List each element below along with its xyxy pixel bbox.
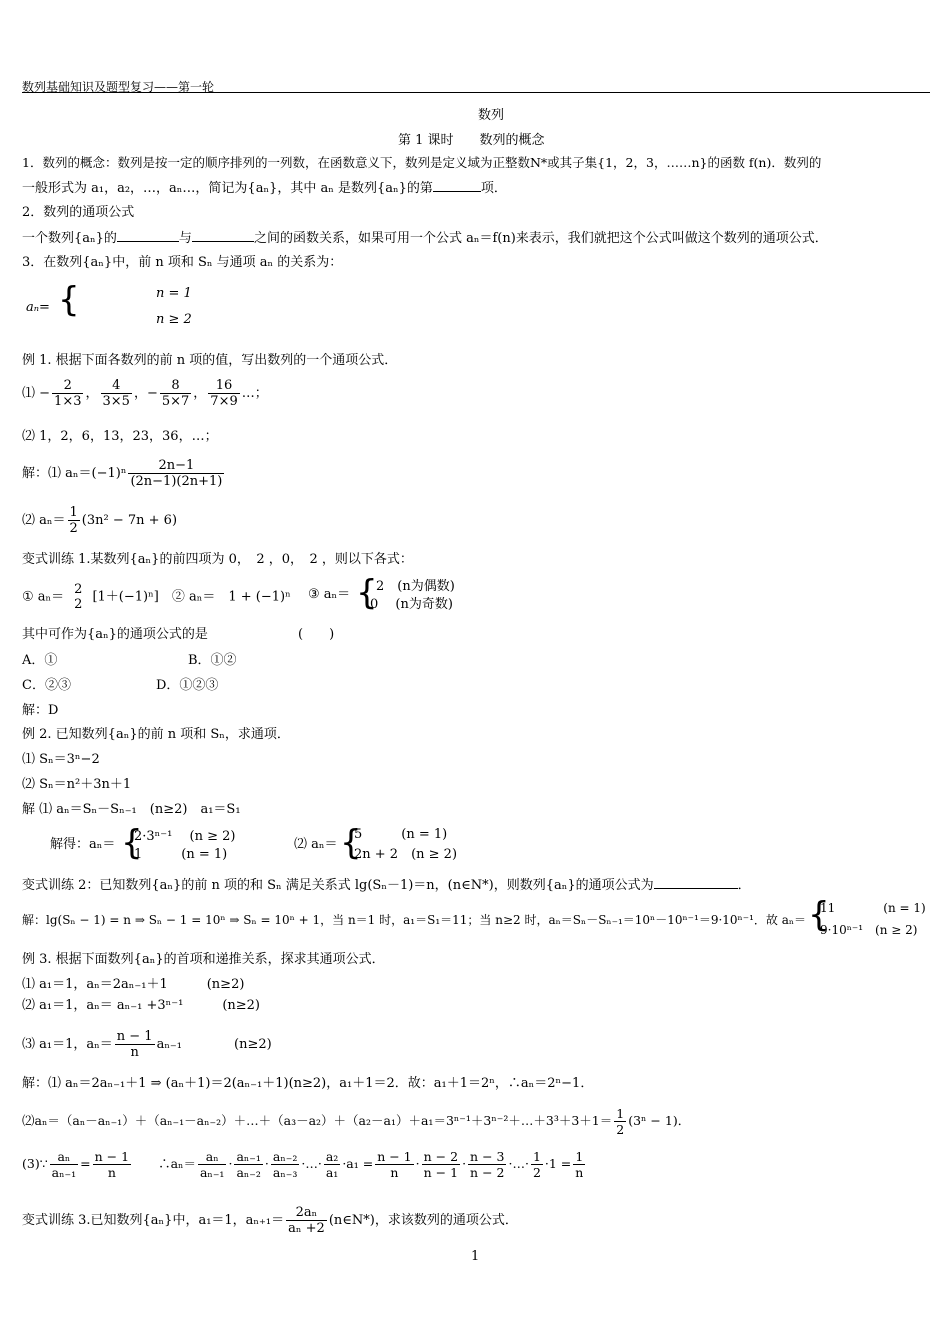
fraction: $\frac{1}{2}$ (616, 1106, 625, 1137)
left-brace: { (58, 280, 80, 320)
general-term-line: 一个数列{aₙ}的 与 之间的函数关系，如果可用一个公式 aₙ＝f(n)来表示，我们就把这个公式叫做这个数列的通项公式． (22, 231, 828, 246)
example-3-part-3: ⑶ a₁＝1，aₙ＝ $\frac{n - 1}{n}$ aₙ₋₁ (n≥2) (22, 1029, 272, 1060)
variant-2-solution: 解：lg(Sₙ − 1) = n ⇒ Sₙ − 1 = 10ⁿ ⇒ Sₙ = 10ⁿ + 1，当 n＝1 时，a₁＝S₁＝11；当 n≥2 时，aₙ＝Sₙ－Sₙ₋₁＝10ⁿ－10ⁿ⁻¹＝9·10ⁿ⁻¹．故 aₙ＝ (22, 913, 807, 927)
header-rule (22, 92, 930, 93)
example-2-part-2: ⑵ Sₙ＝n²＋3n＋1 (22, 777, 132, 792)
fraction: $\frac{16}{7\times 9}$ (210, 378, 238, 409)
choice-d: D．①②③ (156, 678, 219, 693)
example-3-solution-1: 解：⑴ aₙ＝2aₙ₋₁＋1 ⇒ (aₙ＋1)＝2(aₙ₋₁＋1)(n≥2)，a₁＋1＝2．故：a₁＋1＝2ⁿ，∴aₙ＝2ⁿ−1． (22, 1076, 594, 1091)
left-brace: { (808, 895, 830, 935)
fraction: $\frac{2n-1}{(2n-1)(2n+1)}$ (130, 458, 223, 489)
example-3-solution-2: ⑵aₙ＝（aₙ－aₙ₋₁）＋（aₙ₋₁－aₙ₋₂）＋…＋（a₃－a₂）＋（a₂－a₁）＋a₁＝3ⁿ⁻¹＋3ⁿ⁻²＋…＋3³＋3＋1＝ $\frac{1}{2}$ (3ⁿ − 1)． (22, 1106, 691, 1137)
variant-2-case-2: 9·10ⁿ⁻¹ (n ≥ 2) (820, 923, 918, 937)
case-n-ge-2: n ≥ 2 (156, 312, 192, 327)
variant-3-title: 变式训练 3.已知数列{aₙ}中，a₁＝1，aₙ₊₁＝ $\frac{\text{2aₙ}}{\text{aₙ +2}}$ (n∈N*)，求该数列的通项公式． (22, 1205, 518, 1236)
fraction: $\frac{\text{aₙ₋₁}}{\text{aₙ₋₂}}$ (236, 1149, 261, 1180)
solved-case-1: 2·3ⁿ⁻¹ (n ≥ 2) (134, 829, 236, 844)
example-2-solved-lhs: 解得：aₙ＝ (50, 837, 116, 852)
example-2-title: 例 2. 已知数列{aₙ}的前 n 项和 Sₙ，求通项． (22, 727, 290, 742)
variant-1-answer: 解：D (22, 703, 59, 718)
fraction: $\frac{n - 1}{n}$ (377, 1149, 412, 1180)
variant-1-title: 变式训练 1.某数列{aₙ}的前四项为 0， 2 ，0， 2 ，则以下各式： (22, 552, 413, 567)
variant-1-question: 其中可作为{aₙ}的通项公式的是 (22, 627, 208, 642)
blank (654, 876, 738, 889)
page-number: 1 (471, 1249, 480, 1264)
example-1-title: 例 1. 根据下面各数列的前 n 项的值，写出数列的一个通项公式． (22, 353, 398, 368)
example-2-solution-2-lhs: ⑵ aₙ＝ (294, 837, 338, 852)
example-2-part-1: ⑴ Sₙ＝3ⁿ−2 (22, 752, 100, 767)
concept-line-1: 1．数列的概念：数列是按一定的顺序排列的一列数，在函数意义下，数列是定义域为正整数N*或其子集{1，2，3，……n}的函数 f(n)．数列的 (22, 155, 822, 170)
fraction: $\frac{8}{5\times 7}$ (161, 378, 190, 409)
fraction: 2 2 (74, 582, 83, 612)
fraction: $\frac{4}{3\times 5}$ (102, 378, 130, 409)
choice-c: C．②③ (22, 678, 71, 693)
answer-paren: ( ) (298, 627, 335, 642)
fraction: $\frac{1}{n}$ (575, 1149, 584, 1180)
fraction: $\frac{n - 1}{n}$ (94, 1149, 130, 1180)
example-1-sequence-2: ⑵ 1，2，6，13，23，36，…； (22, 429, 218, 444)
fraction: $\frac{1}{2}$ (69, 505, 78, 536)
example-3-title: 例 3. 根据下面数列{aₙ}的首项和递推关系，探求其通项公式． (22, 952, 385, 967)
example-1-sequence-1: ⑴ − $\frac{2}{1\times 3}$ ， $\frac{4}{3\times 5}$ ，− $\frac{8}{5\times 7}$ ， $\frac{16}{7\times 9}$ …； (22, 378, 268, 409)
fraction: $\frac{\text{a₂}}{\text{a₁}}$ (325, 1149, 339, 1180)
option-3-case-even: 2 (n为偶数) (376, 579, 455, 594)
solution-2-case-1: 5 (n = 1) (354, 827, 448, 842)
left-brace: { (121, 823, 143, 863)
choice-a: A．① (22, 653, 58, 668)
fraction: $\frac{n - 1}{n}$ (116, 1029, 153, 1060)
example-1-solution-2: ⑵ aₙ＝ $\frac{1}{2}$ (3n² − 7n + 6) (22, 505, 178, 536)
variant-2-title: 变式训练 2：已知数列{aₙ}的前 n 项的和 Sₙ 满足关系式 lg(Sₙ－1)＝n，(n∈N*)，则数列{aₙ}的通项公式为 ． (22, 878, 751, 893)
fraction: $\frac{n - 2}{n - 1}$ (423, 1149, 459, 1180)
fraction: $\frac{1}{2}$ (532, 1149, 541, 1180)
blank (192, 229, 254, 242)
section-3-title: 3．在数列{aₙ}中，前 n 项和 Sₙ 与通项 aₙ 的关系为： (22, 255, 343, 270)
solution-2-case-2: 2n + 2 (n ≥ 2) (354, 847, 458, 862)
fraction: $\frac{\text{aₙ₋₂}}{\text{aₙ₋₃}}$ (272, 1149, 298, 1180)
fraction: $\frac{2}{1\times 3}$ (54, 378, 82, 409)
blank (117, 229, 179, 242)
fraction: $\frac{\text{aₙ}}{\text{aₙ₋₁}}$ (51, 1149, 77, 1180)
fraction: $\frac{n - 3}{n - 2}$ (470, 1149, 505, 1180)
example-1-solution-1: 解：⑴ aₙ＝(−1)ⁿ $\frac{2n-1}{(2n-1)(2n+1)}$ (22, 458, 223, 489)
left-brace: { (340, 823, 362, 863)
doc-title: 数列 (478, 108, 505, 123)
fraction: $\frac{\text{aₙ}}{\text{aₙ₋₁}}$ (199, 1149, 225, 1180)
choice-b: B．①② (188, 653, 237, 668)
left-brace: { (356, 573, 378, 613)
option-3-case-odd: 0 (n为奇数) (370, 597, 453, 612)
fraction: $\frac{\text{2aₙ}}{\text{aₙ +2}}$ (288, 1205, 325, 1236)
an-piecewise-lhs: aₙ= (26, 300, 50, 315)
lesson-title: 第 1 课时 数列的概念 (398, 133, 545, 148)
variant-2-case-1: 11 (n = 1) (820, 901, 926, 915)
blank (433, 179, 481, 192)
concept-line-2: 一般形式为 a₁，a₂，…，aₙ…，简记为{aₙ}，其中 aₙ 是数列{aₙ}的第 项． (22, 181, 507, 196)
example-3-part-1: ⑴ a₁＝1，aₙ＝2aₙ₋₁＋1 (n≥2) (22, 977, 245, 992)
case-n-eq-1: n = 1 (156, 286, 192, 301)
running-header: 数列基础知识及题型复习——第一轮 (22, 80, 215, 94)
variant-1-options: ① aₙ＝ 2 2 [1＋(−1)ⁿ] ② aₙ＝ 1 + (−1)ⁿ (22, 582, 291, 612)
example-2-solution-1: 解 ⑴ aₙ＝Sₙ－Sₙ₋₁ (n≥2) a₁＝S₁ (22, 802, 241, 817)
example-3-solution-3: (3)∵ $\frac{\text{aₙ}}{\text{aₙ₋₁}}$ = $\frac{n - 1}{n}$ ∴aₙ＝ $\frac{\text{aₙ}}{\text{aₙ₋₁}}$ · $\frac{\text{aₙ₋₁}}{\text{aₙ₋₂}}$ · $\frac{\text{aₙ₋₂}}{\text{aₙ₋₃}}$ ·…· $\frac{\text{a₂}}{\text{a₁}}$ ·a₁ = $\frac{n - 1}{n}$ · $\frac{n - 2}{n - 1}$ · $\frac{n - 3}{n - 2}$ ·…· $\frac{1}{2}$ ·1 = $\frac{1}{n}$ (22, 1149, 584, 1180)
section-2-title: 2．数列的通项公式 (22, 205, 135, 220)
option-3-lhs: ③ aₙ＝ (308, 587, 351, 602)
example-3-part-2: ⑵ a₁＝1，aₙ＝ aₙ₋₁ +3ⁿ⁻¹ (n≥2) (22, 998, 260, 1013)
solved-case-2: 1 (n = 1) (134, 847, 228, 862)
